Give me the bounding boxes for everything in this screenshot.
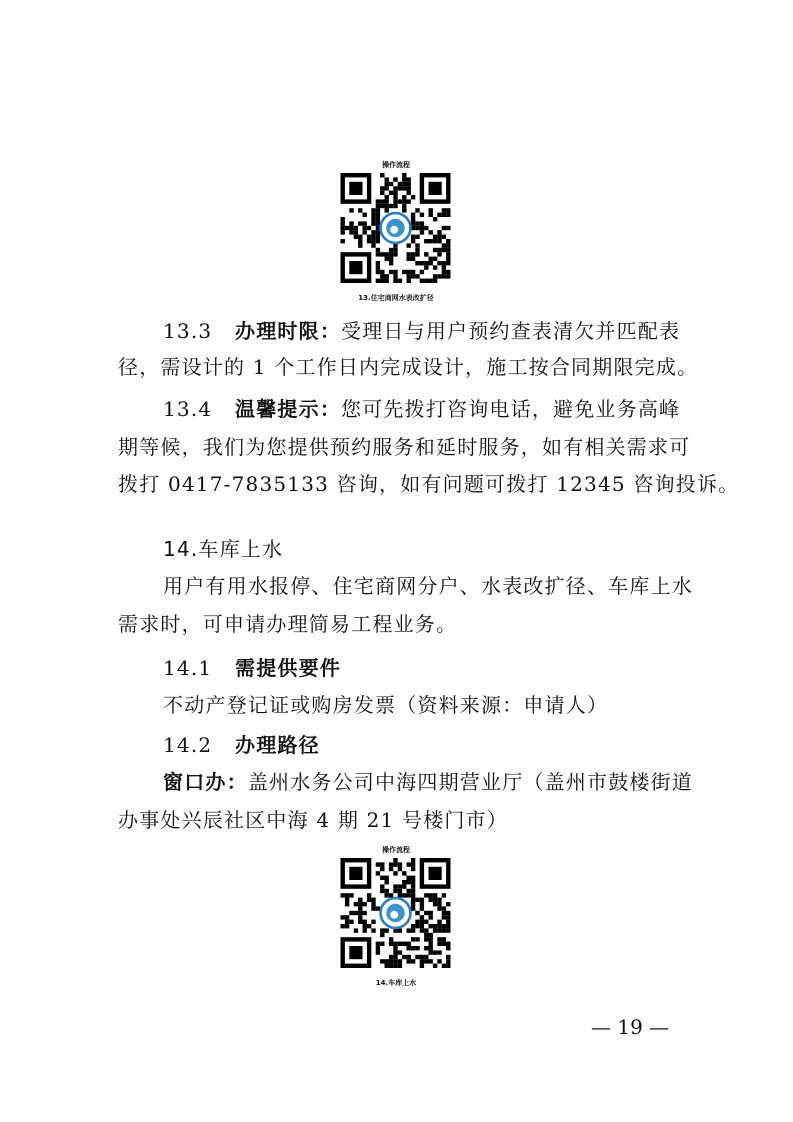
qr-title: 操作流程 <box>382 846 410 854</box>
paragraph-text: 用户有用水报停、住宅商网分户、水表改扩径、车库上水 <box>163 574 693 598</box>
section-label: 办理路径 <box>235 733 320 757</box>
section-14-1 <box>163 658 341 678</box>
section-13-3 <box>163 321 680 341</box>
section-number: 13.4 <box>163 397 213 421</box>
paragraph-text: 办事处兴辰社区中海 4 期 21 号楼门市） <box>118 808 509 832</box>
text-label: 窗口办： <box>163 770 248 794</box>
paragraph-text: 径，需设计的 1 个工作日内完成设计，施工按合同期限完成。 <box>118 355 699 379</box>
qr-code-image <box>339 173 452 283</box>
section-number: 14.2 <box>163 733 213 757</box>
paragraph-text: 盖州水务公司中海四期营业厅（盖州市鼓楼街道 <box>247 770 694 794</box>
section-14-2 <box>163 735 320 755</box>
qr-title: 操作流程 <box>382 161 410 169</box>
qr-caption: 13.住宅商网水表改扩径 <box>358 294 434 302</box>
section-number: 13.3 <box>163 319 213 343</box>
section-13-4 <box>163 399 680 419</box>
paragraph-text: 您可先拨打咨询电话，避免业务高峰 <box>341 397 681 421</box>
paragraph-text: 期等候，我们为您提供预约服务和延时服务，如有相关需求可 <box>118 435 691 459</box>
paragraph-text: 受理日与用户预约查表清欠并匹配表 <box>341 319 681 343</box>
section-label: 办理时限： <box>235 319 342 343</box>
page-number: — 19 — <box>591 1015 670 1039</box>
section-number: 14.1 <box>163 656 213 680</box>
qr-code-image <box>339 858 452 968</box>
qr-caption: 14.车库上水 <box>375 979 417 987</box>
section-label: 温馨提示： <box>235 397 342 421</box>
section-heading: 14.车库上水 <box>163 537 284 561</box>
paragraph-text: 拨打 0417-7835133 咨询，如有问题可拨打 12345 咨询投诉。 <box>118 472 740 496</box>
section-14-2-text <box>163 772 693 792</box>
paragraph-text: 不动产登记证或购房发票（资料来源：申请人） <box>163 693 609 717</box>
section-label: 需提供要件 <box>235 656 342 680</box>
paragraph-text: 需求时，可申请办理简易工程业务。 <box>118 612 458 636</box>
